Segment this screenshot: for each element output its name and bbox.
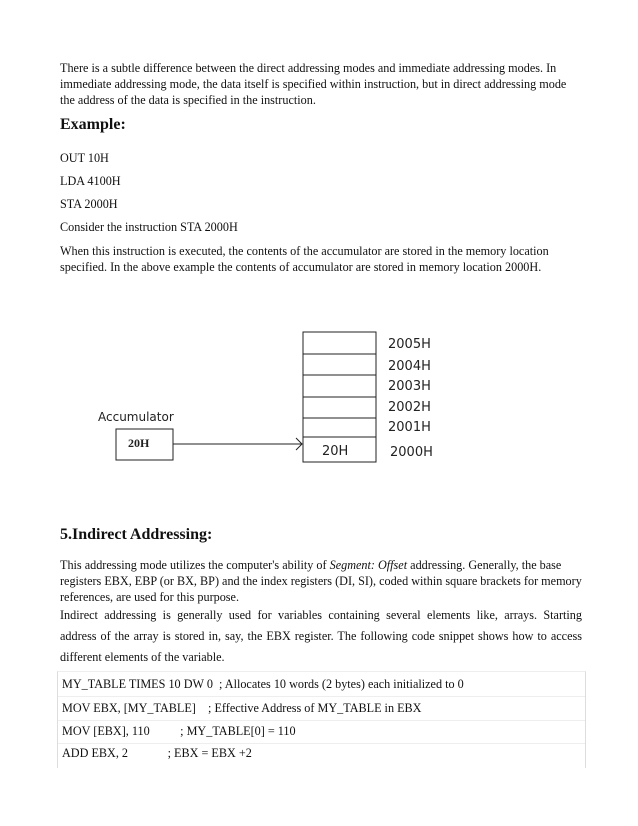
- indirect-para1-text: This addressing mode utilizes the computer's ability of: [60, 558, 330, 572]
- code-divider: [58, 720, 585, 721]
- memory-diagram: [0, 320, 638, 470]
- memory-cell-2003h: [303, 375, 376, 397]
- memory-cell-value: 20H: [322, 444, 349, 459]
- address-2000h: 2000H: [390, 445, 433, 460]
- memory-cell-2001h: [303, 418, 376, 437]
- code-divider: [58, 743, 585, 744]
- accumulator-value: 20H: [128, 436, 150, 450]
- code-divider: [58, 696, 585, 697]
- indirect-heading: 5.Indirect Addressing:: [60, 526, 213, 543]
- code-snippet: [57, 671, 586, 768]
- intro-paragraph: There is a subtle difference between the direct addressing modes and immediate addressing modes. In immediate addressing mode, the data itself is specified within instruction, but in direct addressing mode the address of the data is specified in the instruction.: [60, 61, 567, 107]
- example-line-1: OUT 10H: [60, 151, 109, 165]
- accumulator-label: Accumulator: [98, 410, 174, 424]
- example-heading: Example:: [60, 116, 126, 133]
- address-2004h: 2004H: [388, 359, 431, 374]
- code-line-1: MY_TABLE TIMES 10 DW 0 ; Allocates 10 words (2 bytes) each initialized to 0: [62, 677, 464, 691]
- indirect-paragraph-1: [60, 557, 582, 605]
- code-line-4: ADD EBX, 2 ; EBX = EBX +2: [62, 746, 252, 760]
- memory-cell-2004h: [303, 354, 376, 375]
- example-explanation: When this instruction is executed, the contents of the accumulator are stored in the memory location specified. In the above example the contents of accumulator are stored in memory location 2000H.: [60, 244, 549, 274]
- indirect-paragraph-2: Indirect addressing is generally used for variables containing several elements like, arrays. Starting address of the array is stored in, say, the EBX register. The following code snippet shows how to access different elements of the variable.: [60, 608, 582, 664]
- example-line-3: STA 2000H: [60, 197, 118, 211]
- memory-cell-2002h: [303, 397, 376, 418]
- code-line-2: MOV EBX, [MY_TABLE] ; Effective Address of MY_TABLE in EBX: [62, 701, 422, 715]
- example-line-4: Consider the instruction STA 2000H: [60, 220, 238, 234]
- segment-offset-term: Segment: Offset: [329, 558, 408, 572]
- address-2002h: 2002H: [388, 400, 431, 415]
- code-line-3: MOV [EBX], 110 ; MY_TABLE[0] = 110: [62, 724, 296, 738]
- address-2005h: 2005H: [388, 337, 431, 352]
- address-2003h: 2003H: [388, 379, 431, 394]
- indirect-para1-text-continued: addressing. Generally, the base registers EBX, EBP (or BX, BP) and the index registers (DI, SI), coded within square brackets for memory references, are used for this purpose.: [60, 558, 582, 604]
- example-line-2: LDA 4100H: [60, 174, 121, 188]
- address-2001h: 2001H: [388, 420, 431, 435]
- memory-cell-2005h: [303, 332, 376, 354]
